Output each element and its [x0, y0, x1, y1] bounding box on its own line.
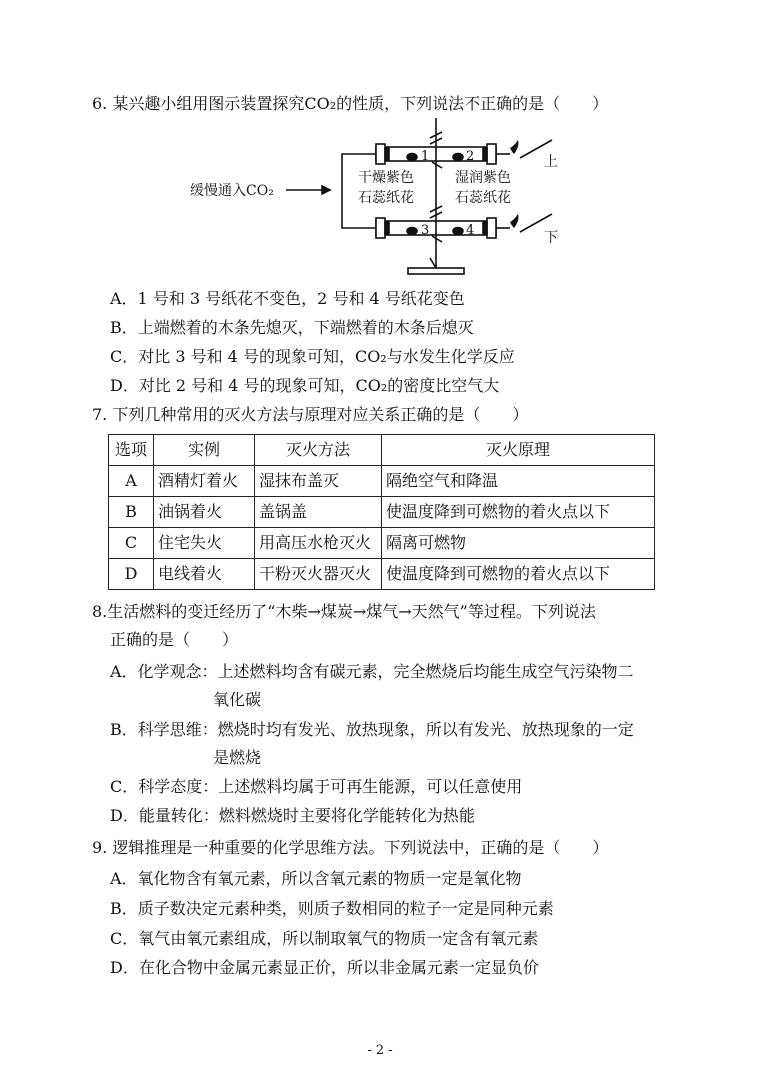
table-row: [109, 466, 655, 497]
wet-flower-label-1: 湿润紫色: [455, 170, 511, 186]
fire-extinguishing-table: [108, 434, 655, 590]
table-cell: 电线着火: [154, 559, 255, 590]
flower-number-4: 4: [466, 223, 475, 238]
q6-option-b: B．上端燃着的木条先熄灭，下端燃着的木条后熄灭: [110, 318, 474, 337]
table-cell: 盖锅盖: [255, 497, 382, 528]
dry-flower-label-1: 干燥紫色: [358, 170, 414, 186]
flower-number-3: 3: [421, 223, 430, 238]
q9-option-b: B．质子数决定元素种类，则质子数相同的粒子一定是同种元素: [110, 899, 554, 918]
table-row: [109, 559, 655, 590]
q8-option-d: D．能量转化：燃料燃烧时主要将化学能转化为热能: [110, 806, 475, 825]
q8-option-b-line-2: 是燃烧: [213, 748, 262, 767]
table-header-cell: 灭火方法: [255, 435, 382, 466]
table-cell: 油锅着火: [154, 497, 255, 528]
upper-label: 上: [544, 154, 558, 170]
co2-apparatus-diagram: [190, 118, 570, 290]
table-row: [109, 497, 655, 528]
table-cell: 干粉灭火器灭火: [255, 559, 382, 590]
question-6-stem: 6. 某兴趣小组用图示装置探究CO₂的性质，下列说法不正确的是（ ）: [92, 94, 609, 113]
table-cell: 使温度降到可燃物的着火点以下: [382, 559, 655, 590]
q8-option-a-line-2: 氧化碳: [213, 690, 262, 709]
table-row: [109, 528, 655, 559]
question-8-stem-line-1: 8.生活燃料的变迁经历了“木柴→煤炭→煤气→天然气”等过程。下列说法: [92, 602, 596, 621]
lower-label: 下: [544, 230, 558, 246]
table-cell: 住宅失火: [154, 528, 255, 559]
table-cell: C: [109, 528, 154, 559]
q8-option-a-line-1: A．化学观念：上述燃料均含有碳元素，完全燃烧后均能生成空气污染物二: [110, 662, 634, 681]
wet-flower-label-2: 石蕊纸花: [455, 190, 511, 206]
flower-number-1: 1: [421, 149, 430, 164]
table-header-row: [109, 435, 655, 466]
table-cell: 隔绝空气和降温: [382, 466, 655, 497]
q8-option-b-line-1: B．科学思维：燃烧时均有发光、放热现象，所以有发光、放热现象的一定: [110, 720, 634, 739]
q9-option-a: A．氧化物含有氧元素，所以含氧元素的物质一定是氧化物: [110, 869, 522, 888]
question-9-stem: 9. 逻辑推理是一种重要的化学思维方法。下列说法中，正确的是（ ）: [92, 838, 609, 857]
page-number: - 2 -: [367, 1043, 393, 1058]
table-cell: 用高压水枪灭火: [255, 528, 382, 559]
q6-option-a: A．1 号和 3 号纸花不变色，2 号和 4 号纸花变色: [110, 289, 465, 308]
table-header-cell: 灭火原理: [382, 435, 655, 466]
table-cell: B: [109, 497, 154, 528]
dry-flower-label-2: 石蕊纸花: [358, 190, 414, 206]
table-cell: 隔离可燃物: [382, 528, 655, 559]
table-header-cell: 选项: [109, 435, 154, 466]
q8-option-c: C．科学态度：上述燃料均属于可再生能源，可以任意使用: [110, 777, 523, 796]
table-cell: 湿抹布盖灭: [255, 466, 382, 497]
q9-option-d: D．在化合物中金属元素显正价，所以非金属元素一定显负价: [110, 958, 539, 977]
q6-option-d: D．对比 2 号和 4 号的现象可知，CO₂的密度比空气大: [110, 376, 500, 395]
table-header-cell: 实例: [154, 435, 255, 466]
co2-inlet-label: 缓慢通入CO₂: [190, 183, 274, 199]
table-cell: A: [109, 466, 154, 497]
flower-number-2: 2: [466, 149, 475, 164]
q6-option-c: C．对比 3 号和 4 号的现象可知，CO₂与水发生化学反应: [110, 347, 515, 366]
question-7-stem: 7. 下列几种常用的灭火方法与原理对应关系正确的是（ ）: [92, 405, 529, 424]
question-8-stem-line-2: 正确的是（ ）: [110, 630, 239, 649]
table-cell: 酒精灯着火: [154, 466, 255, 497]
table-cell: D: [109, 559, 154, 590]
q9-option-c: C．氧气由氧元素组成，所以制取氧气的物质一定含有氧元素: [110, 929, 539, 948]
table-cell: 使温度降到可燃物的着火点以下: [382, 497, 655, 528]
